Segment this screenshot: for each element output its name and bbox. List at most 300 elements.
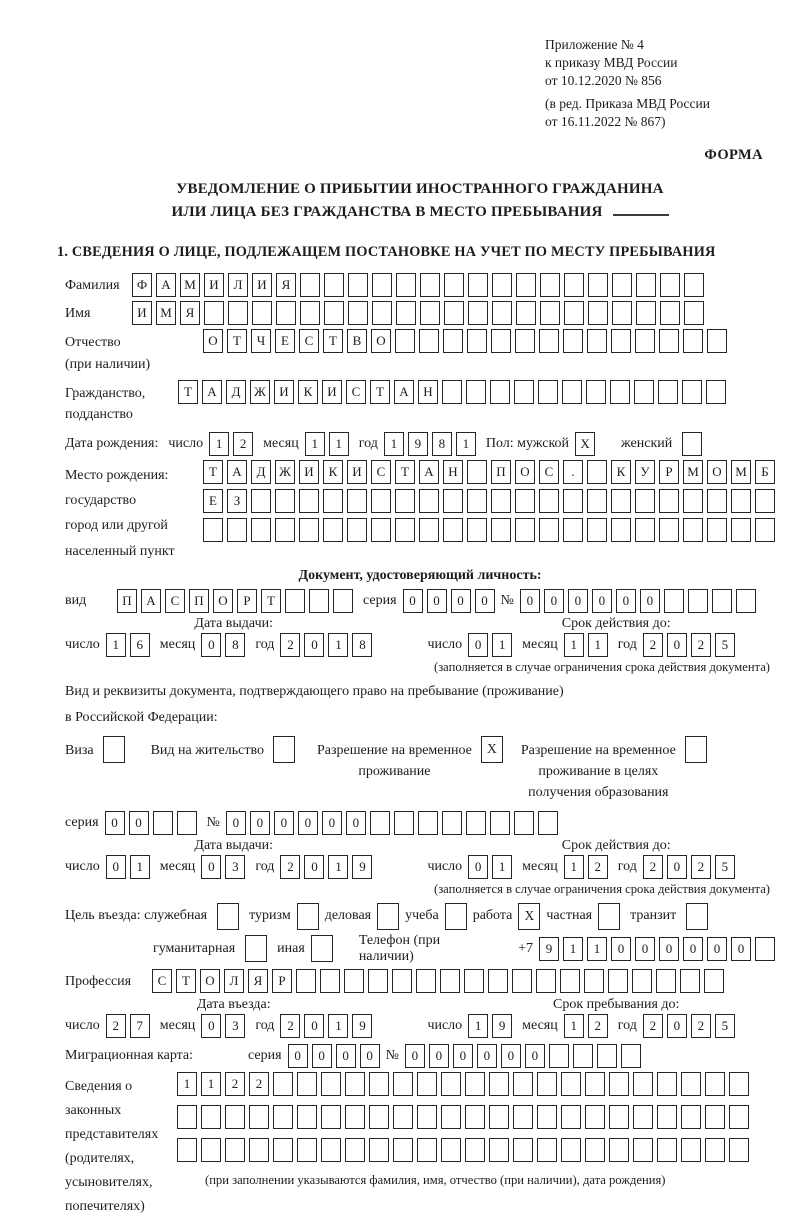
transit-checkbox[interactable] xyxy=(686,903,708,930)
birthplace-cell[interactable] xyxy=(539,489,559,513)
patronymic-cell[interactable] xyxy=(515,329,535,353)
representative-cell[interactable] xyxy=(225,1138,245,1162)
mc-series-cell[interactable]: 0 xyxy=(336,1044,356,1068)
representative-cell[interactable] xyxy=(297,1072,317,1096)
female-checkbox[interactable] xyxy=(682,432,702,456)
surname-cell[interactable] xyxy=(348,273,368,297)
official-checkbox[interactable] xyxy=(217,903,239,930)
phone-digit-cell[interactable]: 0 xyxy=(611,937,631,961)
citizenship-cell[interactable] xyxy=(634,380,654,404)
representative-cell[interactable] xyxy=(609,1105,629,1129)
given-name-cell[interactable] xyxy=(420,301,440,325)
business-checkbox[interactable] xyxy=(377,903,399,930)
id-issue-month-cell[interactable]: 0 xyxy=(201,633,221,657)
representative-cell[interactable] xyxy=(297,1138,317,1162)
patronymic-cell[interactable]: О xyxy=(371,329,391,353)
surname-cell[interactable]: Л xyxy=(228,273,248,297)
given-name-cell[interactable] xyxy=(492,301,512,325)
given-name-cell[interactable] xyxy=(468,301,488,325)
profession-cell[interactable]: С xyxy=(152,969,172,993)
representative-cell[interactable] xyxy=(225,1105,245,1129)
representative-cell[interactable] xyxy=(417,1072,437,1096)
surname-cell[interactable] xyxy=(420,273,440,297)
id-series-cell[interactable]: 0 xyxy=(427,589,447,613)
representative-cell[interactable] xyxy=(369,1072,389,1096)
surname-cell[interactable]: И xyxy=(204,273,224,297)
birthplace-cell[interactable] xyxy=(299,518,319,542)
birthplace-cell[interactable] xyxy=(227,518,247,542)
profession-cell[interactable] xyxy=(320,969,340,993)
surname-cell[interactable]: И xyxy=(252,273,272,297)
representative-cell[interactable] xyxy=(393,1072,413,1096)
representative-cell[interactable] xyxy=(729,1072,749,1096)
doc-kind-cell[interactable]: П xyxy=(117,589,137,613)
profession-cell[interactable] xyxy=(440,969,460,993)
representative-cell[interactable] xyxy=(705,1105,725,1129)
representative-cell[interactable] xyxy=(249,1105,269,1129)
stay-month-cell[interactable]: 2 xyxy=(588,1014,608,1038)
birthplace-cell[interactable] xyxy=(587,460,607,484)
id-issue-day-cell[interactable]: 1 xyxy=(106,633,126,657)
representative-cell[interactable] xyxy=(465,1138,485,1162)
representative-cell[interactable] xyxy=(729,1138,749,1162)
res-issue-year-cell[interactable]: 1 xyxy=(328,855,348,879)
id-number-cell[interactable] xyxy=(688,589,708,613)
given-name-cell[interactable]: Я xyxy=(180,301,200,325)
id-issue-year-cell[interactable]: 1 xyxy=(328,633,348,657)
id-issue-day-cell[interactable]: 6 xyxy=(130,633,150,657)
patronymic-cell[interactable] xyxy=(611,329,631,353)
stay-year-cell[interactable]: 5 xyxy=(715,1014,735,1038)
doc-kind-cell[interactable] xyxy=(285,589,305,613)
birthplace-cell[interactable]: Д xyxy=(251,460,271,484)
profession-cell[interactable] xyxy=(416,969,436,993)
given-name-cell[interactable] xyxy=(276,301,296,325)
res-series-cell[interactable] xyxy=(153,811,173,835)
representative-cell[interactable] xyxy=(681,1105,701,1129)
citizenship-cell[interactable] xyxy=(682,380,702,404)
surname-cell[interactable]: М xyxy=(180,273,200,297)
patronymic-cell[interactable] xyxy=(395,329,415,353)
birthplace-cell[interactable] xyxy=(203,518,223,542)
birthplace-cell[interactable]: М xyxy=(731,460,751,484)
birthplace-cell[interactable]: И xyxy=(299,460,319,484)
mc-number-cell[interactable]: 0 xyxy=(477,1044,497,1068)
birthplace-cell[interactable] xyxy=(491,489,511,513)
given-name-cell[interactable] xyxy=(204,301,224,325)
res-series-cell[interactable]: 0 xyxy=(105,811,125,835)
patronymic-cell[interactable] xyxy=(491,329,511,353)
res-issue-year-cell[interactable]: 2 xyxy=(280,855,300,879)
res-series-cell[interactable]: 0 xyxy=(129,811,149,835)
res-number-cell[interactable] xyxy=(538,811,558,835)
representative-cell[interactable] xyxy=(609,1072,629,1096)
birthplace-cell[interactable] xyxy=(659,489,679,513)
representative-cell[interactable] xyxy=(657,1138,677,1162)
surname-cell[interactable] xyxy=(684,273,704,297)
phone-digit-cell[interactable]: 0 xyxy=(659,937,679,961)
given-name-cell[interactable] xyxy=(684,301,704,325)
entry-day-cell[interactable]: 2 xyxy=(106,1014,126,1038)
doc-kind-cell[interactable] xyxy=(309,589,329,613)
birthplace-cell[interactable] xyxy=(443,489,463,513)
representative-cell[interactable] xyxy=(417,1138,437,1162)
profession-cell[interactable]: О xyxy=(200,969,220,993)
birthplace-cell[interactable]: Н xyxy=(443,460,463,484)
res-issue-month-cell[interactable]: 0 xyxy=(201,855,221,879)
edu-permit-checkbox[interactable] xyxy=(685,736,707,763)
representative-cell[interactable] xyxy=(633,1072,653,1096)
res-valid-year-cell[interactable]: 5 xyxy=(715,855,735,879)
mc-series-cell[interactable]: 0 xyxy=(312,1044,332,1068)
entry-month-cell[interactable]: 0 xyxy=(201,1014,221,1038)
birthplace-cell[interactable] xyxy=(395,489,415,513)
given-name-cell[interactable] xyxy=(300,301,320,325)
given-name-cell[interactable] xyxy=(564,301,584,325)
representative-cell[interactable] xyxy=(537,1072,557,1096)
representative-cell[interactable] xyxy=(681,1138,701,1162)
doc-kind-cell[interactable] xyxy=(333,589,353,613)
stay-month-cell[interactable]: 1 xyxy=(564,1014,584,1038)
representative-cell[interactable] xyxy=(489,1072,509,1096)
citizenship-cell[interactable] xyxy=(466,380,486,404)
birthplace-cell[interactable] xyxy=(683,518,703,542)
birthplace-cell[interactable] xyxy=(371,489,391,513)
birthplace-cell[interactable] xyxy=(755,489,775,513)
citizenship-cell[interactable] xyxy=(706,380,726,404)
representative-cell[interactable] xyxy=(465,1072,485,1096)
birthplace-cell[interactable]: Т xyxy=(395,460,415,484)
birthplace-cell[interactable] xyxy=(419,518,439,542)
representative-cell[interactable] xyxy=(513,1138,533,1162)
res-number-cell[interactable]: 0 xyxy=(250,811,270,835)
profession-cell[interactable] xyxy=(464,969,484,993)
birthplace-cell[interactable]: С xyxy=(539,460,559,484)
given-name-cell[interactable] xyxy=(612,301,632,325)
surname-cell[interactable] xyxy=(444,273,464,297)
profession-cell[interactable] xyxy=(560,969,580,993)
stay-year-cell[interactable]: 2 xyxy=(643,1014,663,1038)
birthplace-cell[interactable]: П xyxy=(491,460,511,484)
birthplace-cell[interactable] xyxy=(563,518,583,542)
patronymic-cell[interactable]: С xyxy=(299,329,319,353)
given-name-cell[interactable] xyxy=(540,301,560,325)
representative-cell[interactable] xyxy=(513,1105,533,1129)
representative-cell[interactable] xyxy=(705,1138,725,1162)
representative-cell[interactable] xyxy=(657,1105,677,1129)
entry-year-cell[interactable]: 1 xyxy=(328,1014,348,1038)
representative-cell[interactable] xyxy=(345,1138,365,1162)
representative-cell[interactable] xyxy=(345,1072,365,1096)
birthplace-cell[interactable] xyxy=(707,518,727,542)
birth-year-cell[interactable]: 1 xyxy=(456,432,476,456)
res-valid-month-cell[interactable]: 1 xyxy=(564,855,584,879)
residence-permit-checkbox[interactable] xyxy=(273,736,295,763)
citizenship-cell[interactable]: Т xyxy=(178,380,198,404)
res-issue-day-cell[interactable]: 1 xyxy=(130,855,150,879)
citizenship-cell[interactable] xyxy=(490,380,510,404)
profession-cell[interactable] xyxy=(632,969,652,993)
representative-cell[interactable] xyxy=(441,1138,461,1162)
representative-cell[interactable] xyxy=(177,1105,197,1129)
surname-cell[interactable] xyxy=(588,273,608,297)
id-number-cell[interactable] xyxy=(712,589,732,613)
mc-number-cell[interactable]: 0 xyxy=(429,1044,449,1068)
patronymic-cell[interactable] xyxy=(659,329,679,353)
temp-permit-checkbox[interactable]: X xyxy=(481,736,503,763)
stay-day-cell[interactable]: 1 xyxy=(468,1014,488,1038)
birthplace-cell[interactable]: Е xyxy=(203,489,223,513)
given-name-cell[interactable] xyxy=(516,301,536,325)
representative-cell[interactable] xyxy=(561,1105,581,1129)
id-issue-year-cell[interactable]: 2 xyxy=(280,633,300,657)
representative-cell[interactable] xyxy=(585,1105,605,1129)
citizenship-cell[interactable] xyxy=(562,380,582,404)
given-name-cell[interactable]: И xyxy=(132,301,152,325)
representative-cell[interactable] xyxy=(585,1138,605,1162)
birthplace-cell[interactable] xyxy=(275,489,295,513)
birthplace-cell[interactable] xyxy=(707,489,727,513)
profession-cell[interactable] xyxy=(704,969,724,993)
citizenship-cell[interactable] xyxy=(610,380,630,404)
given-name-cell[interactable] xyxy=(636,301,656,325)
representative-cell[interactable] xyxy=(609,1138,629,1162)
res-series-cell[interactable] xyxy=(177,811,197,835)
id-valid-year-cell[interactable]: 2 xyxy=(691,633,711,657)
profession-cell[interactable] xyxy=(584,969,604,993)
patronymic-cell[interactable] xyxy=(539,329,559,353)
surname-cell[interactable] xyxy=(516,273,536,297)
birthplace-cell[interactable]: Р xyxy=(659,460,679,484)
birthplace-cell[interactable] xyxy=(467,518,487,542)
profession-cell[interactable] xyxy=(608,969,628,993)
mc-number-cell[interactable] xyxy=(549,1044,569,1068)
res-number-cell[interactable] xyxy=(394,811,414,835)
representative-cell[interactable] xyxy=(345,1105,365,1129)
representative-cell[interactable] xyxy=(393,1105,413,1129)
res-number-cell[interactable] xyxy=(370,811,390,835)
birthplace-cell[interactable] xyxy=(515,518,535,542)
profession-cell[interactable]: Р xyxy=(272,969,292,993)
birthplace-cell[interactable] xyxy=(611,518,631,542)
birthplace-cell[interactable] xyxy=(419,489,439,513)
representative-cell[interactable] xyxy=(513,1072,533,1096)
stay-year-cell[interactable]: 0 xyxy=(667,1014,687,1038)
birthplace-cell[interactable] xyxy=(539,518,559,542)
profession-cell[interactable] xyxy=(656,969,676,993)
representative-cell[interactable] xyxy=(633,1105,653,1129)
birthplace-cell[interactable] xyxy=(731,489,751,513)
representative-cell[interactable] xyxy=(201,1138,221,1162)
birthplace-cell[interactable]: А xyxy=(227,460,247,484)
birthplace-cell[interactable] xyxy=(755,518,775,542)
res-number-cell[interactable]: 0 xyxy=(226,811,246,835)
doc-kind-cell[interactable]: Р xyxy=(237,589,257,613)
phone-digit-cell[interactable]: 0 xyxy=(707,937,727,961)
mc-number-cell[interactable]: 0 xyxy=(453,1044,473,1068)
birthplace-cell[interactable] xyxy=(467,489,487,513)
patronymic-cell[interactable]: Ч xyxy=(251,329,271,353)
given-name-cell[interactable] xyxy=(348,301,368,325)
citizenship-cell[interactable]: С xyxy=(346,380,366,404)
birthplace-cell[interactable]: О xyxy=(515,460,535,484)
patronymic-cell[interactable] xyxy=(467,329,487,353)
entry-year-cell[interactable]: 0 xyxy=(304,1014,324,1038)
given-name-cell[interactable] xyxy=(444,301,464,325)
representative-cell[interactable]: 1 xyxy=(201,1072,221,1096)
representative-cell[interactable] xyxy=(489,1105,509,1129)
profession-cell[interactable] xyxy=(296,969,316,993)
stay-year-cell[interactable]: 2 xyxy=(691,1014,711,1038)
surname-cell[interactable]: Я xyxy=(276,273,296,297)
birth-month-cell[interactable]: 1 xyxy=(305,432,325,456)
res-number-cell[interactable] xyxy=(442,811,462,835)
representative-cell[interactable] xyxy=(201,1105,221,1129)
representative-cell[interactable] xyxy=(177,1138,197,1162)
citizenship-cell[interactable]: А xyxy=(202,380,222,404)
id-series-cell[interactable]: 0 xyxy=(451,589,471,613)
id-issue-year-cell[interactable]: 0 xyxy=(304,633,324,657)
res-number-cell[interactable] xyxy=(418,811,438,835)
birthplace-cell[interactable] xyxy=(299,489,319,513)
id-number-cell[interactable]: 0 xyxy=(544,589,564,613)
citizenship-cell[interactable]: Т xyxy=(370,380,390,404)
representative-cell[interactable] xyxy=(657,1072,677,1096)
birthplace-cell[interactable] xyxy=(275,518,295,542)
birthplace-cell[interactable] xyxy=(635,489,655,513)
representative-cell[interactable] xyxy=(561,1138,581,1162)
surname-cell[interactable] xyxy=(612,273,632,297)
surname-cell[interactable] xyxy=(636,273,656,297)
patronymic-cell[interactable]: В xyxy=(347,329,367,353)
given-name-cell[interactable] xyxy=(228,301,248,325)
birthplace-cell[interactable] xyxy=(563,489,583,513)
res-valid-year-cell[interactable]: 2 xyxy=(691,855,711,879)
representative-cell[interactable] xyxy=(321,1105,341,1129)
profession-cell[interactable] xyxy=(680,969,700,993)
representative-cell[interactable] xyxy=(249,1138,269,1162)
res-number-cell[interactable]: 0 xyxy=(322,811,342,835)
representative-cell[interactable] xyxy=(561,1072,581,1096)
birthplace-cell[interactable]: Т xyxy=(203,460,223,484)
id-series-cell[interactable]: 0 xyxy=(403,589,423,613)
tourism-checkbox[interactable] xyxy=(297,903,319,930)
mc-number-cell[interactable] xyxy=(621,1044,641,1068)
birth-day-cell[interactable]: 2 xyxy=(233,432,253,456)
representative-cell[interactable] xyxy=(489,1138,509,1162)
citizenship-cell[interactable]: И xyxy=(274,380,294,404)
birthplace-cell[interactable]: К xyxy=(611,460,631,484)
representative-cell[interactable] xyxy=(393,1138,413,1162)
citizenship-cell[interactable] xyxy=(442,380,462,404)
profession-cell[interactable] xyxy=(488,969,508,993)
stay-day-cell[interactable]: 9 xyxy=(492,1014,512,1038)
birthplace-cell[interactable] xyxy=(587,489,607,513)
surname-cell[interactable] xyxy=(540,273,560,297)
id-valid-month-cell[interactable]: 1 xyxy=(588,633,608,657)
birthplace-cell[interactable] xyxy=(443,518,463,542)
res-number-cell[interactable]: 0 xyxy=(298,811,318,835)
birthplace-cell[interactable]: У xyxy=(635,460,655,484)
birthplace-cell[interactable] xyxy=(611,489,631,513)
birthplace-cell[interactable] xyxy=(491,518,511,542)
surname-cell[interactable] xyxy=(564,273,584,297)
representative-cell[interactable] xyxy=(369,1105,389,1129)
id-number-cell[interactable]: 0 xyxy=(568,589,588,613)
representative-cell[interactable] xyxy=(585,1072,605,1096)
given-name-cell[interactable] xyxy=(660,301,680,325)
citizenship-cell[interactable]: И xyxy=(322,380,342,404)
given-name-cell[interactable] xyxy=(372,301,392,325)
phone-digit-cell[interactable]: 1 xyxy=(587,937,607,961)
patronymic-cell[interactable] xyxy=(419,329,439,353)
birthplace-cell[interactable] xyxy=(323,489,343,513)
phone-digit-cell[interactable]: 0 xyxy=(683,937,703,961)
representative-cell[interactable] xyxy=(465,1105,485,1129)
representative-cell[interactable] xyxy=(705,1072,725,1096)
birthplace-cell[interactable] xyxy=(251,489,271,513)
profession-cell[interactable] xyxy=(512,969,532,993)
representative-cell[interactable]: 2 xyxy=(249,1072,269,1096)
id-valid-year-cell[interactable]: 5 xyxy=(715,633,735,657)
citizenship-cell[interactable] xyxy=(514,380,534,404)
given-name-cell[interactable] xyxy=(324,301,344,325)
patronymic-cell[interactable]: Е xyxy=(275,329,295,353)
id-number-cell[interactable]: 0 xyxy=(592,589,612,613)
other-checkbox[interactable] xyxy=(311,935,333,962)
profession-cell[interactable]: Л xyxy=(224,969,244,993)
res-valid-day-cell[interactable]: 1 xyxy=(492,855,512,879)
citizenship-cell[interactable] xyxy=(586,380,606,404)
mc-series-cell[interactable]: 0 xyxy=(288,1044,308,1068)
res-issue-month-cell[interactable]: 3 xyxy=(225,855,245,879)
male-checkbox[interactable]: X xyxy=(575,432,595,456)
birthplace-cell[interactable] xyxy=(467,460,487,484)
birthplace-cell[interactable] xyxy=(323,518,343,542)
patronymic-cell[interactable]: О xyxy=(203,329,223,353)
mc-series-cell[interactable]: 0 xyxy=(360,1044,380,1068)
mc-number-cell[interactable]: 0 xyxy=(501,1044,521,1068)
doc-kind-cell[interactable]: С xyxy=(165,589,185,613)
representative-cell[interactable] xyxy=(441,1072,461,1096)
citizenship-cell[interactable]: А xyxy=(394,380,414,404)
id-valid-year-cell[interactable]: 0 xyxy=(667,633,687,657)
entry-month-cell[interactable]: 3 xyxy=(225,1014,245,1038)
res-issue-year-cell[interactable]: 0 xyxy=(304,855,324,879)
patronymic-cell[interactable] xyxy=(635,329,655,353)
representative-cell[interactable]: 2 xyxy=(225,1072,245,1096)
representative-cell[interactable] xyxy=(441,1105,461,1129)
citizenship-cell[interactable] xyxy=(538,380,558,404)
representative-cell[interactable] xyxy=(633,1138,653,1162)
id-valid-year-cell[interactable]: 2 xyxy=(643,633,663,657)
surname-cell[interactable] xyxy=(492,273,512,297)
private-checkbox[interactable] xyxy=(598,903,620,930)
id-number-cell[interactable] xyxy=(664,589,684,613)
res-number-cell[interactable] xyxy=(490,811,510,835)
id-valid-day-cell[interactable]: 1 xyxy=(492,633,512,657)
surname-cell[interactable]: А xyxy=(156,273,176,297)
birthplace-cell[interactable]: С xyxy=(371,460,391,484)
entry-year-cell[interactable]: 2 xyxy=(280,1014,300,1038)
patronymic-cell[interactable] xyxy=(683,329,703,353)
birthplace-cell[interactable]: З xyxy=(227,489,247,513)
id-number-cell[interactable]: 0 xyxy=(520,589,540,613)
surname-cell[interactable] xyxy=(372,273,392,297)
res-valid-day-cell[interactable]: 0 xyxy=(468,855,488,879)
profession-cell[interactable] xyxy=(392,969,412,993)
birthplace-cell[interactable] xyxy=(659,518,679,542)
